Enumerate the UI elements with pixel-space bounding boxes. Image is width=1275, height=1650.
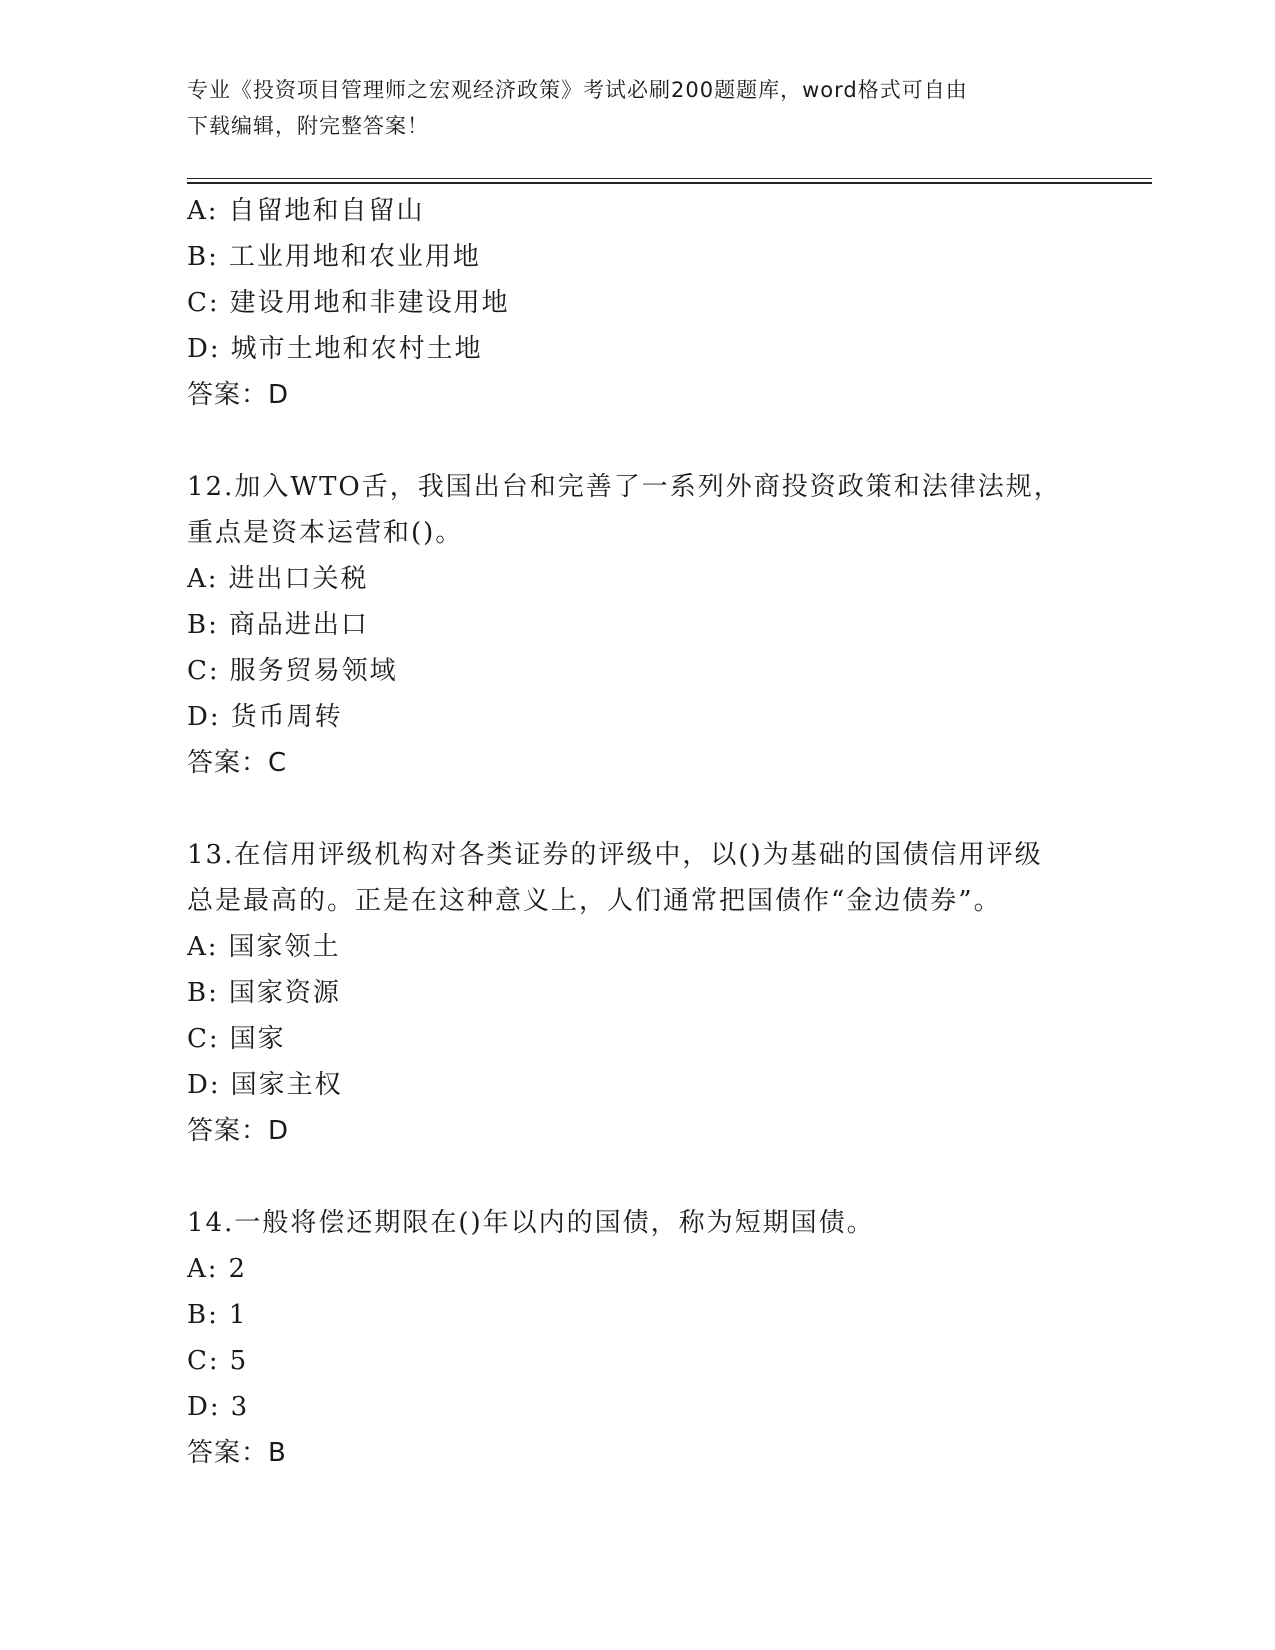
option-a: A: 自留地和自留山 — [187, 196, 425, 226]
question-stem-line-1: 14.一般将偿还期限在()年以内的国债，称为短期国债。 — [187, 1208, 875, 1238]
option-b: B: 国家资源 — [187, 978, 341, 1008]
question-14 — [187, 1200, 1087, 1476]
question-stem-line-2: 总是最高的。正是在这种意义上，人们通常把国债作“金边债券”。 — [187, 886, 1002, 916]
spacer — [187, 1154, 1087, 1200]
document-header — [187, 72, 1067, 144]
option-c: C: 建设用地和非建设用地 — [187, 288, 510, 318]
spacer — [187, 418, 1087, 464]
header-rule-thick — [187, 182, 1152, 184]
answer: 答案：C — [187, 748, 288, 778]
option-a: A: 进出口关税 — [187, 564, 369, 594]
option-d: D: 城市土地和农村土地 — [187, 334, 483, 364]
question-stem-line-1: 13.在信用评级机构对各类证券的评级中，以()为基础的国债信用评级 — [187, 840, 1043, 870]
question-11 — [187, 188, 1087, 418]
question-stem-line-1: 12.加入WTO舌，我国出台和完善了一系列外商投资政策和法律法规， — [187, 472, 1062, 502]
answer: 答案：D — [187, 1116, 290, 1146]
question-stem-line-2: 重点是资本运营和()。 — [187, 518, 464, 548]
option-a: A: 国家领土 — [187, 932, 341, 962]
option-c: C: 5 — [187, 1346, 249, 1376]
question-13 — [187, 832, 1087, 1154]
header-line-2: 下载编辑，附完整答案！ — [187, 114, 429, 138]
header-line-1: 专业《投资项目管理师之宏观经济政策》考试必刷200题题库，word格式可自由 — [187, 78, 968, 102]
option-a: A: 2 — [187, 1254, 248, 1284]
header-rule-thin — [187, 178, 1152, 179]
question-content — [187, 188, 1087, 1476]
option-d: D: 货币周转 — [187, 702, 343, 732]
spacer — [187, 786, 1087, 832]
answer: 答案：D — [187, 380, 290, 410]
answer: 答案：B — [187, 1438, 287, 1468]
option-b: B: 商品进出口 — [187, 610, 369, 640]
option-d: D: 国家主权 — [187, 1070, 343, 1100]
option-b: B: 工业用地和农业用地 — [187, 242, 481, 272]
option-c: C: 国家 — [187, 1024, 286, 1054]
option-d: D: 3 — [187, 1392, 250, 1422]
question-12 — [187, 464, 1087, 786]
option-c: C: 服务贸易领域 — [187, 656, 398, 686]
option-b: B: 1 — [187, 1300, 248, 1330]
